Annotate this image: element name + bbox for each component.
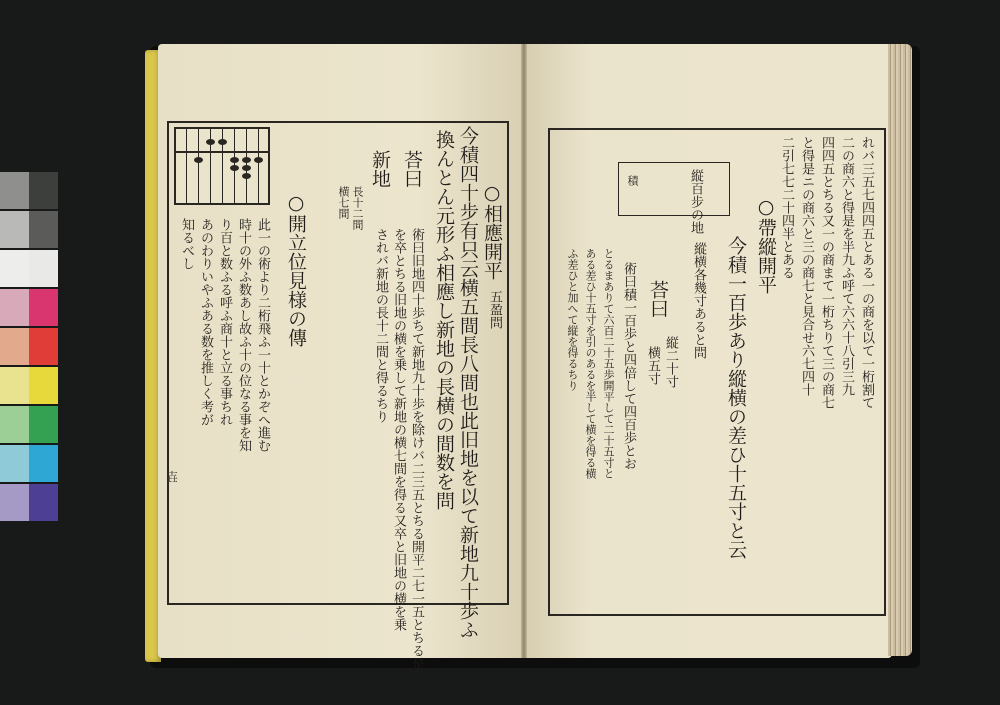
color-swatch <box>29 211 58 248</box>
color-swatch <box>0 484 29 521</box>
right-method-line-4: ふ差ひと加へて縦を得るちり <box>566 248 579 391</box>
color-swatch <box>29 328 58 365</box>
abacus-bead <box>230 165 239 171</box>
color-swatch <box>29 289 58 326</box>
abacus-bead <box>206 139 215 145</box>
abacus-bead <box>230 157 239 163</box>
abacus-bead <box>242 157 251 163</box>
right-method-line-1: 術曰積一百歩と四倍して四百歩とお <box>621 262 636 470</box>
color-swatch <box>29 172 58 209</box>
right-method-line-3: ある差ひ十五寸を引のあるを半して横を得る横 <box>584 248 597 479</box>
right-top-line-5: 二引七七二十四半とある <box>779 136 794 279</box>
book-gutter <box>521 44 527 658</box>
right-top-line-3: 四四五とちる又一の商まて一桁ちりて三の商七 <box>819 136 834 409</box>
right-problem-line-2: 縱横各幾寸あると問 <box>691 242 706 359</box>
left-method-line-2: を卒とちる旧地の横を乗して新地の横七間を得る又卒と旧地の横を乗 <box>391 228 406 631</box>
right-top-line-1: れバ三五七四四五とある一の商を以て一桁割て <box>859 136 874 409</box>
abacus-bead <box>242 165 251 171</box>
color-swatch <box>0 445 29 482</box>
right-boxed-note-line-2: 積 <box>626 175 639 186</box>
right-section-title: ○帶縱開平 <box>755 196 777 294</box>
left-section2-line-3: り百と数ふる呼ふ商十と立る事ちれ <box>217 218 232 426</box>
left-section2-line-1: 此一の術より二桁飛ふ一十とかぞへ進む <box>255 218 270 452</box>
left-page-mark: 壵 <box>166 470 179 484</box>
left-answer-title: 荅曰 <box>401 150 423 188</box>
right-answer-title: 荅曰 <box>647 280 669 318</box>
page-edges <box>888 44 912 656</box>
left-section2-title: ○開立位見様の傳 <box>285 192 307 347</box>
color-swatch <box>0 367 29 404</box>
right-answer-width: 横五寸 <box>645 346 660 385</box>
left-problem-title: ○相應開平 <box>481 182 503 280</box>
right-boxed-note <box>618 162 730 234</box>
color-swatch <box>29 367 58 404</box>
left-section2-line-2: 時十の外ふ数あし故ふ十の位なる事を知 <box>236 218 251 452</box>
color-swatch <box>0 328 29 365</box>
abacus-bead <box>254 157 263 163</box>
right-top-line-4: と得是ニの商六と三の商七と見合せ六七四十 <box>799 136 814 396</box>
color-swatch <box>0 211 29 248</box>
left-method-line-1: 術曰旧地四十歩ちて新地九十歩を除けバ二三五とちる開平二七一五とちる是 <box>409 228 424 670</box>
abacus-illustration <box>174 127 270 205</box>
color-swatch <box>29 484 58 521</box>
right-top-line-2: 二の商六と得是を半九ふ呼て六六十八引三九 <box>839 136 854 396</box>
left-answer-width: 横七間 <box>337 186 350 219</box>
left-answer-main: 新地 <box>369 150 391 188</box>
left-problem-line-2: 換んとん元形ふ相應し新地の長横の間数を問 <box>433 130 455 510</box>
abacus-bead <box>218 139 227 145</box>
right-problem-line-1: 今積一百歩あり縱横の差ひ十五寸と云 <box>725 236 747 559</box>
color-swatch <box>0 250 29 287</box>
left-section2-line-5: 知るべし <box>179 218 194 270</box>
abacus-bead <box>242 173 251 179</box>
color-swatch <box>0 172 29 209</box>
left-answer-length: 長十二間 <box>351 186 364 230</box>
right-boxed-note-line-1: 縦百步の地 <box>688 169 703 234</box>
color-swatch <box>29 406 58 443</box>
left-problem-line-1: 今積四十步有只云横五間長八間也此旧地を以て新地九十歩ふ <box>457 126 479 639</box>
left-section2-line-4: あのわりいやふある数を推しく考が <box>198 218 213 426</box>
color-swatch <box>29 445 58 482</box>
color-swatch <box>0 289 29 326</box>
color-swatch <box>29 250 58 287</box>
color-calibration-strip <box>0 172 58 524</box>
abacus-rod <box>258 129 259 203</box>
abacus-rod <box>198 129 199 203</box>
abacus-bead <box>194 157 203 163</box>
right-method-line-2: とるまありて六百二十五歩開平して二十五寸と <box>602 248 615 479</box>
left-problem-tag: 五盈問 <box>487 290 502 329</box>
color-swatch <box>0 406 29 443</box>
left-method-line-3: されバ新地の長十二間と得るちり <box>373 228 388 423</box>
right-answer-length: 縦二十寸 <box>663 336 678 388</box>
abacus-rod <box>186 129 187 203</box>
